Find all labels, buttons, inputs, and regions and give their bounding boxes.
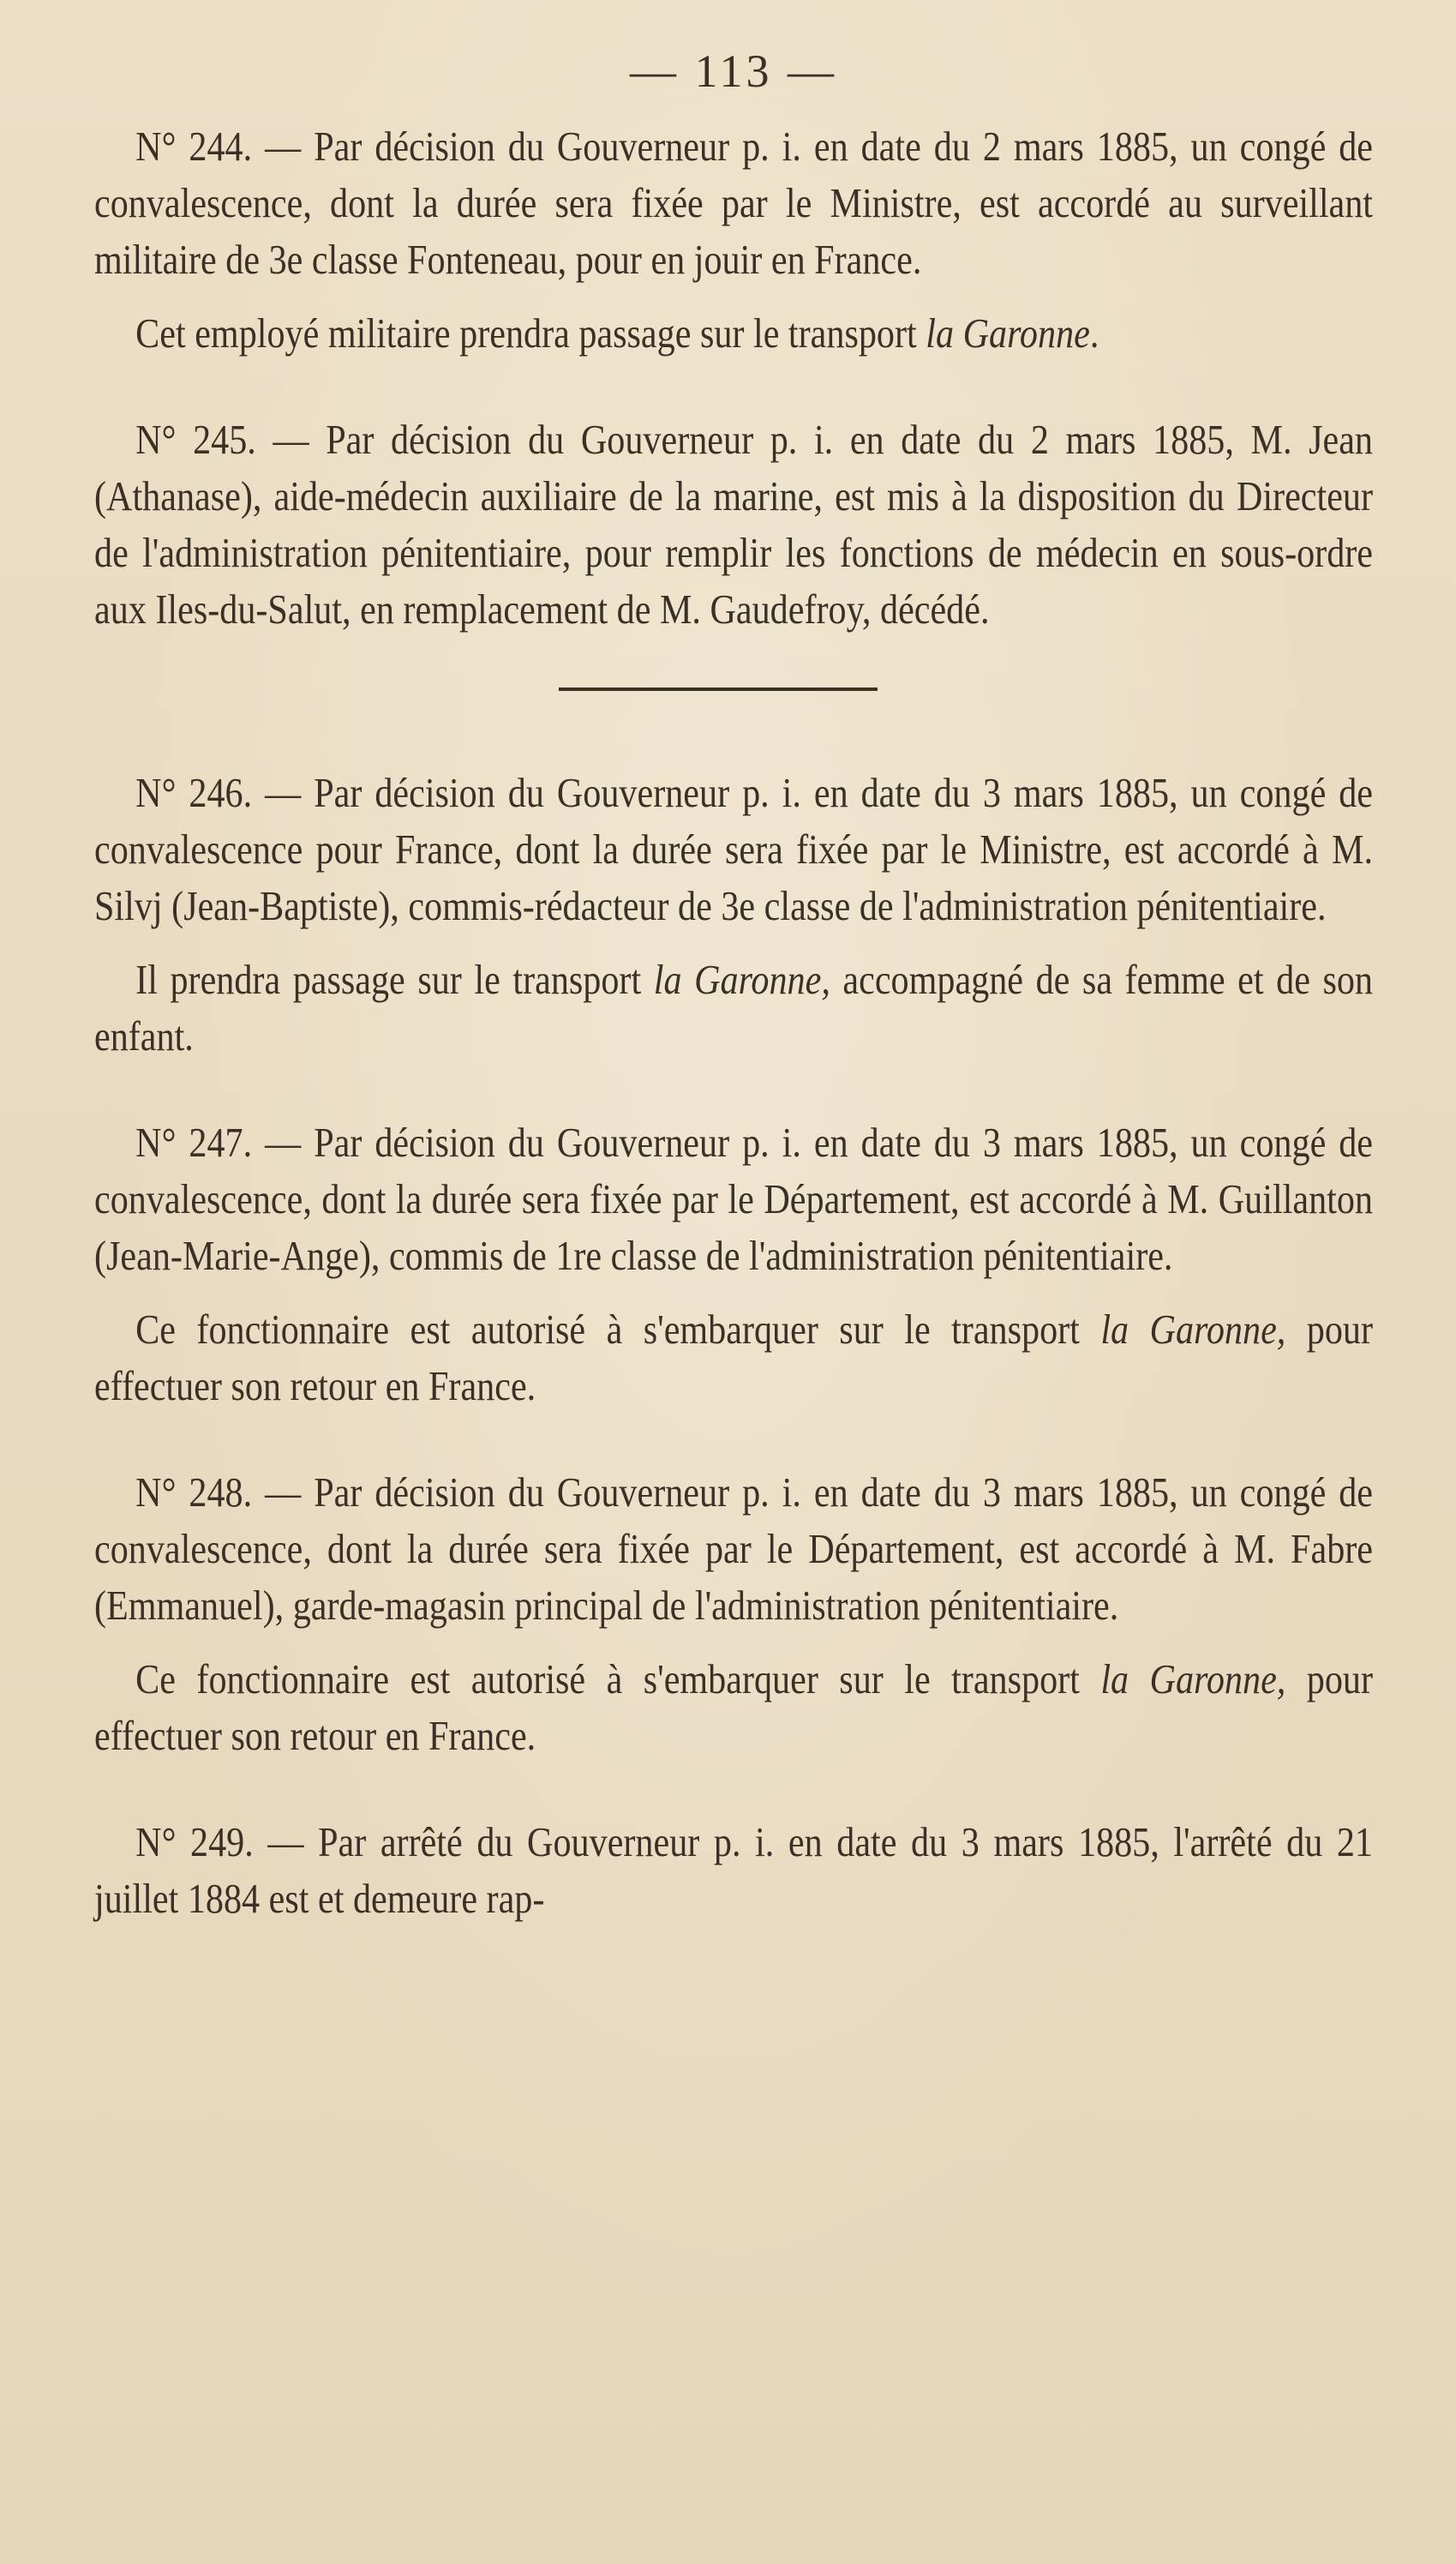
entry-245: [94, 411, 1373, 638]
text-run: Cet employé militaire prendra passage sur le transport: [135, 309, 926, 357]
entry-248: [94, 1464, 1373, 1764]
entry-paragraph: N° 248. — Par décision du Gouverneur p. i. en date du 3 mars 1885, un congé de convalescence, dont la durée sera fixée par le Département, est accordé à M. Fabre (Emmanuel), garde-magasin principal de l'administration pénitentiaire.: [94, 1468, 1374, 1629]
ship-name: la Garonne,: [653, 956, 830, 1003]
entry-paragraph: [94, 305, 1373, 362]
entry-247: [94, 1114, 1373, 1414]
text-run: .: [1089, 309, 1099, 357]
page-number: — 113 —: [630, 45, 837, 97]
text-run: accompagné de sa femme et de son enfant.: [94, 956, 1374, 1060]
entry-246: [94, 765, 1373, 1065]
entry-paragraph: N° 244. — Par décision du Gouverneur p. i. en date du 2 mars 1885, un congé de convalescence, dont la durée sera fixée par le Ministre, est accordé au surveillant militaire de 3e classe Fonteneau, pour en jouir en France.: [94, 123, 1374, 283]
entry-249: [94, 1814, 1373, 1927]
text-run: Ce fonctionnaire est autorisé à s'embarquer sur le transport: [135, 1306, 1101, 1353]
entry-paragraph: [94, 952, 1373, 1065]
ship-name: la Garonne,: [1100, 1655, 1286, 1702]
section-divider: [559, 688, 878, 691]
entry-paragraph: N° 246. — Par décision du Gouverneur p. i. en date du 3 mars 1885, un congé de convalescence pour France, dont la durée sera fixée par le Ministre, est accordé à M. Silvj (Jean-Baptiste), commis-rédacteur de 3e classe de l'administration pénitentiaire.: [94, 769, 1374, 929]
entry-paragraph: N° 249. — Par arrêté du Gouverneur p. i. en date du 3 mars 1885, l'arrêté du 21 juillet 1884 est et demeure rap-: [94, 1818, 1374, 1922]
text-run: Il prendra passage sur le transport: [135, 956, 654, 1003]
ship-name: la Garonne: [926, 309, 1090, 357]
text-run: Ce fonctionnaire est autorisé à s'embarquer sur le transport: [135, 1655, 1101, 1702]
entry-paragraph: [94, 1651, 1373, 1764]
entry-244: [94, 118, 1373, 362]
text-run: pour effectuer son retour en France.: [94, 1306, 1374, 1409]
entry-paragraph: N° 247. — Par décision du Gouverneur p. i. en date du 3 mars 1885, un congé de convalescence, dont la durée sera fixée par le Département, est accordé à M. Guillanton (Jean-Marie-Ange), commis de 1re classe de l'administration pénitentiaire.: [94, 1119, 1374, 1279]
ship-name: la Garonne,: [1100, 1306, 1286, 1353]
text-column: [94, 41, 1373, 1977]
entry-paragraph: N° 245. — Par décision du Gouverneur p. i. en date du 2 mars 1885, M. Jean (Athanase), aide-médecin auxiliaire de la marine, est mis à la disposition du Directeur de l'administration pénitentiaire, pour remplir les fonctions de médecin en sous-ordre aux Iles-du-Salut, en remplacement de M. Gaudefroy, décédé.: [94, 416, 1374, 633]
entry-paragraph: [94, 1301, 1373, 1414]
text-run: pour effectuer son retour en France.: [94, 1655, 1374, 1759]
